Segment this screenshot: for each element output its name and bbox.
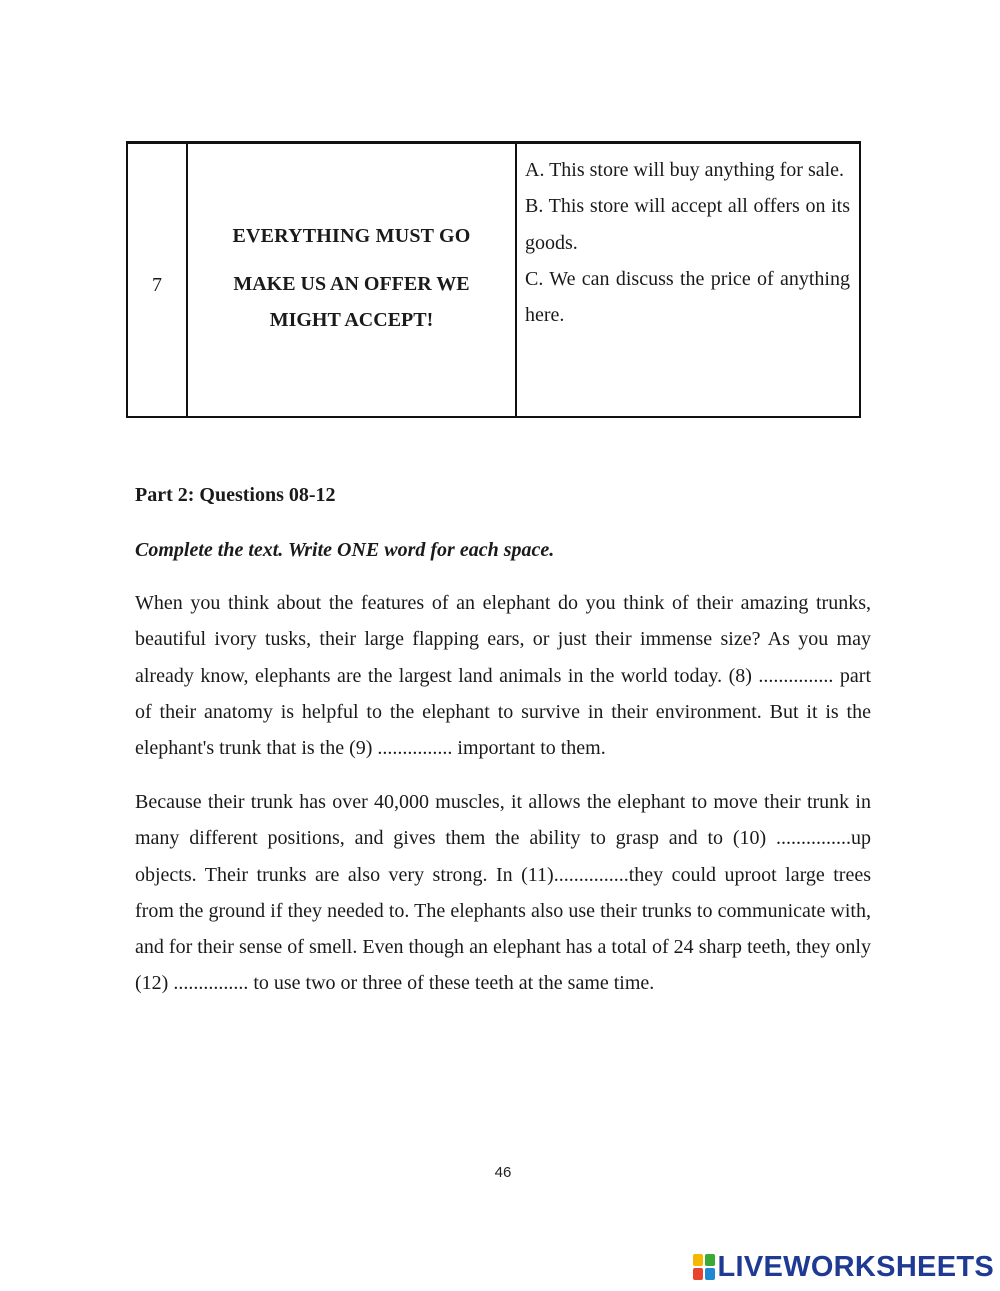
- options-cell: [517, 144, 859, 416]
- logo-tile: [693, 1254, 703, 1266]
- notice-cell: [188, 144, 517, 416]
- part-title: Part 2: Questions 08-12: [135, 484, 336, 506]
- option-b: B. This store will accept all offers on its goods.: [525, 195, 850, 254]
- option-c: C. We can discuss the price of anything here.: [525, 267, 850, 327]
- passage-paragraph-1: When you think about the features of an elephant do you think of their amazing trunks, beautiful ivory tusks, their large flapping ears, or just their immense size? As you may already know, elephants are the largest land animals in the world today. (8) ............... part of their anatomy is helpful to the elephant to survive in their environment. But it is the elephant's trunk that is the (9) ............... important to them.: [135, 592, 871, 760]
- brand-text: LIVEWORKSHEETS: [717, 1251, 994, 1283]
- logo-tile: [705, 1268, 715, 1280]
- passage-paragraph-2: Because their trunk has over 40,000 muscles, it allows the elephant to move their trunk in many different positions, and gives them the ability to grasp and to (10) ...............up objects. Their trunks are also very strong. In (11)...............they could uproot large trees from the ground if they needed to. The elephants also use their trunks to communicate with, and for their sense of smell. Even though an elephant has a total of 24 sharp teeth, they only (12) ............... to use two or three of these teeth at the same time.: [135, 791, 871, 995]
- notice-line-2: MAKE US AN OFFER WE MIGHT ACCEPT!: [233, 273, 470, 331]
- logo-tile: [705, 1254, 715, 1266]
- question-table: [126, 141, 861, 418]
- logo-tile: [693, 1268, 703, 1280]
- question-number: 7: [128, 144, 188, 416]
- option-a: A. This store will buy anything for sale.: [525, 159, 845, 181]
- liveworksheets-logo-icon: [693, 1254, 715, 1280]
- page-number: 46: [494, 1164, 512, 1181]
- notice-line-1: EVERYTHING MUST GO: [232, 225, 471, 247]
- instruction: Complete the text. Write ONE word for each space.: [135, 539, 555, 561]
- liveworksheets-brand[interactable]: [693, 1252, 995, 1282]
